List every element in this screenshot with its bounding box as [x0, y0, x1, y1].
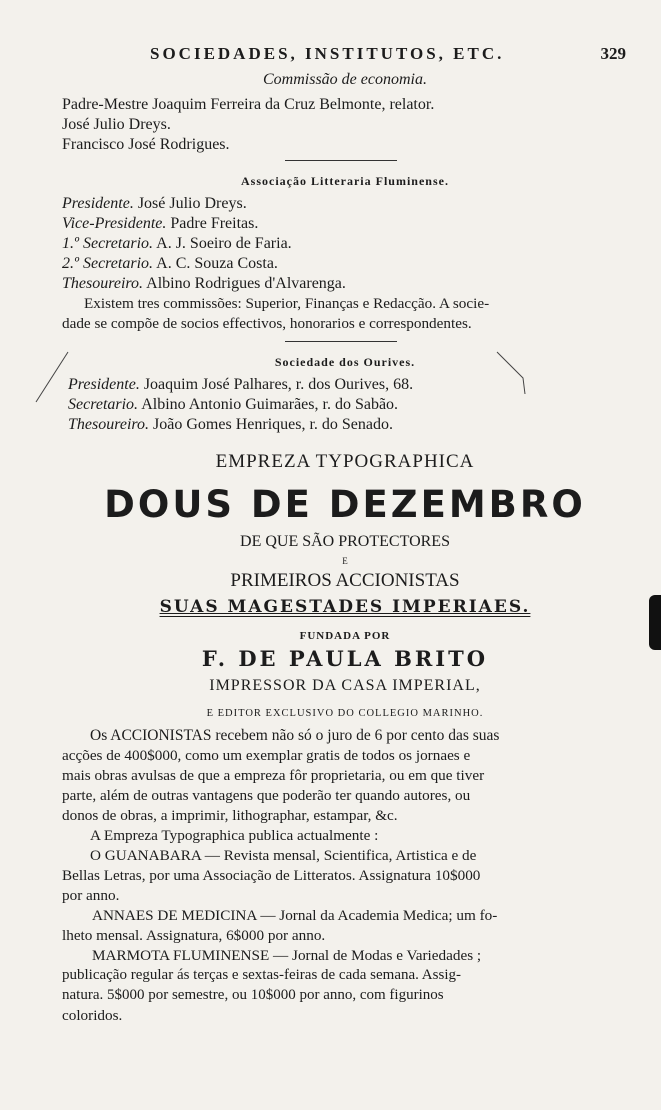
- litteraria-note: Existem tres commissões: Superior, Finanças e Redacção. A socie-: [84, 295, 490, 312]
- ad-body-line: donos de obras, a imprimir, lithographar, estampar, &c.: [62, 807, 398, 824]
- economia-heading: Commissão de economia.: [263, 71, 427, 88]
- economia-member: Francisco José Rodrigues.: [62, 136, 230, 153]
- economia-member: Padre-Mestre Joaquim Ferreira da Cruz Belmonte, relator.: [62, 96, 435, 113]
- ad-body-line: O GUANABARA — Revista mensal, Scientifica, Artistica e de: [90, 847, 477, 864]
- ad-body-line: por anno.: [62, 887, 120, 904]
- ad-body-line: A Empreza Typographica publica actualmente :: [90, 827, 379, 844]
- ad-body-line: parte, além de outras vantagens que poderão ter quando autores, ou: [62, 787, 471, 804]
- ad-body-line: MARMOTA FLUMINENSE — Jornal de Modas e Variedades ;: [92, 947, 482, 964]
- ourives-officer: Thesoureiro. João Gomes Henriques, r. do Senado.: [68, 416, 394, 433]
- ad-body-line: coloridos.: [62, 1007, 123, 1024]
- ad-line-title: DOUS DE DEZEMBRO: [104, 483, 586, 526]
- ourives-officer: Secretario. Albino Antonio Guimarães, r. do Sabão.: [68, 396, 399, 413]
- ad-body-line: ANNAES DE MEDICINA — Jornal da Academia Medica; um fo-: [92, 907, 498, 924]
- ad-body-line: Os ACCIONISTAS recebem não só o juro de 6 por cento das suas: [90, 727, 500, 744]
- economia-member: José Julio Dreys.: [62, 116, 171, 133]
- ourives-heading: Sociedade dos Ourives.: [274, 355, 416, 369]
- ad-line-e: E: [342, 556, 348, 566]
- ourives-officer: Presidente. Joaquim José Palhares, r. dos Ourives, 68.: [68, 376, 414, 393]
- litteraria-note: dade se compõe de socios effectivos, honorarios e correspondentes.: [62, 315, 472, 332]
- ad-line-printer: IMPRESSOR DA CASA IMPERIAL,: [209, 677, 481, 694]
- litteraria-officer: 2.º Secretario. A. C. Souza Costa.: [62, 255, 278, 272]
- ad-body-line: publicação regular ás terças e sextas-feiras de cada semana. Assig-: [62, 967, 461, 983]
- left-bracket-mark: [30, 350, 80, 410]
- ad-line-majesties: SUAS MAGESTADES IMPERIAES.: [159, 597, 531, 617]
- ad-body-line: natura. 5$000 por semestre, ou 10$000 por anno, com figurinos: [62, 987, 444, 1003]
- ad-line-protectors: DE QUE SÃO PROTECTORES: [240, 533, 450, 550]
- section-divider: [285, 160, 397, 161]
- page-edge-mark: [649, 595, 661, 650]
- litteraria-officer: Thesoureiro. Albino Rodrigues d'Alvarenga.: [62, 275, 346, 292]
- litteraria-officer: Vice-Presidente. Padre Freitas.: [62, 215, 259, 232]
- litteraria-officer: Presidente. José Julio Dreys.: [62, 195, 247, 212]
- header-title: SOCIEDADES, INSTITUTOS, ETC.: [150, 44, 505, 63]
- litteraria-heading: Associação Litteraria Fluminense.: [241, 174, 449, 188]
- ad-line-company: EMPREZA TYPOGRAPHICA: [215, 451, 475, 472]
- page-number: 329: [600, 44, 626, 63]
- ad-line-founded: FUNDADA POR: [299, 630, 391, 642]
- ad-line-founder: F. DE PAULA BRITO: [201, 646, 489, 671]
- ad-body-line: mais obras avulsas de que a empreza fôr proprietaria, ou em que tiver: [62, 767, 485, 784]
- ad-line-editor: E EDITOR EXCLUSIVO DO COLLEGIO MARINHO.: [206, 708, 484, 719]
- ad-body-line: lheto mensal. Assignatura, 6$000 por anno.: [62, 927, 326, 944]
- section-divider: [285, 341, 397, 342]
- ad-line-shareholders: PRIMEIROS ACCIONISTAS: [230, 570, 460, 591]
- ad-body-line: Bellas Letras, por uma Associação de Litteratos. Assignatura 10$000: [62, 867, 481, 884]
- ad-body-line: acções de 400$000, como um exemplar gratis de todos os jornaes e: [62, 747, 471, 764]
- litteraria-officer: 1.º Secretario. A. J. Soeiro de Faria.: [62, 235, 292, 252]
- right-bracket-mark: [495, 350, 535, 400]
